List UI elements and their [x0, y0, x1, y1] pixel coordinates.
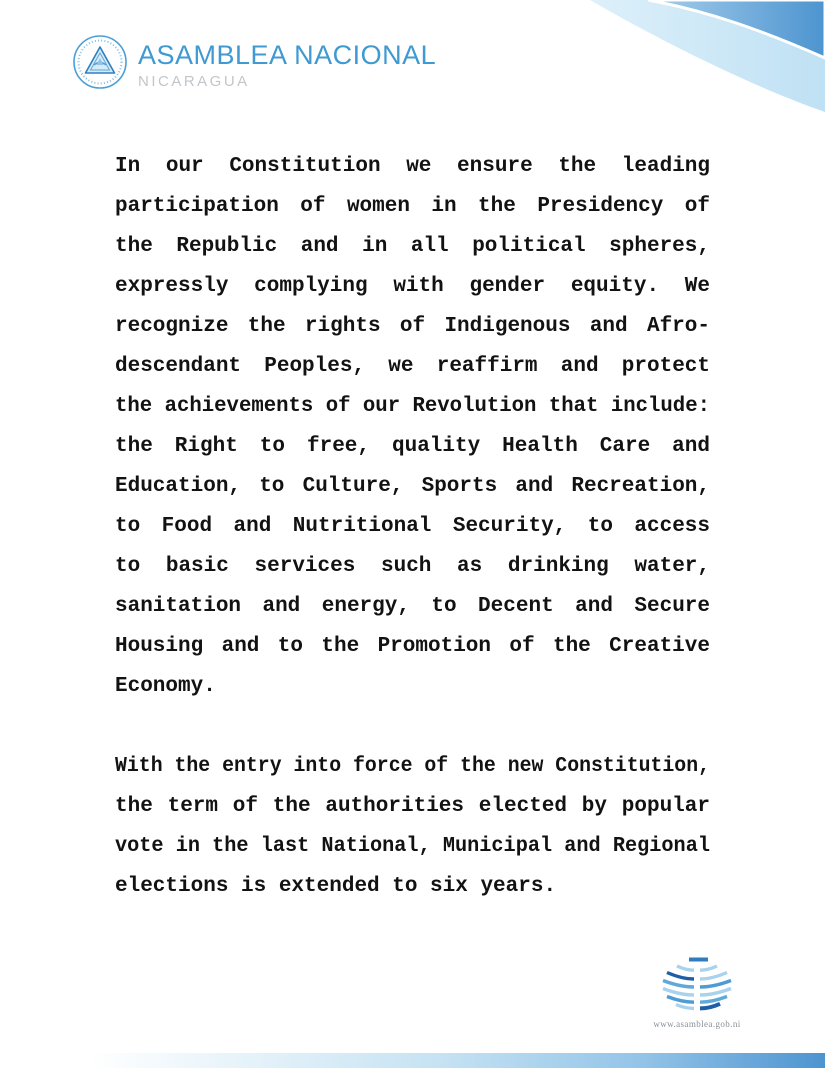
text-line: Housing and to the Promotion of the Creative — [115, 635, 710, 658]
text-line: vote in the last National, Municipal and Regional — [115, 835, 710, 858]
text-line: sanitation and energy, to Decent and Secure — [115, 595, 710, 618]
text-line: the Right to free, quality Health Care and — [115, 435, 710, 458]
text-line: expressly complying with gender equity. We — [115, 275, 710, 298]
text-line: the achievements of our Revolution that include: — [115, 395, 710, 418]
bottom-gradient-bar — [90, 1053, 825, 1068]
text-line: descendant Peoples, we reaffirm and protect — [115, 355, 710, 378]
letterhead — [72, 34, 436, 92]
page-subtitle: NICARAGUA — [138, 73, 250, 90]
text-line: Education, to Culture, Sports and Recreation, — [115, 475, 710, 498]
paragraph — [115, 747, 710, 907]
asamblea-globe-icon — [653, 955, 741, 1017]
corner-swoosh-decoration — [560, 0, 825, 150]
text-line: In our Constitution we ensure the leading — [115, 155, 710, 178]
nicaragua-seal-icon — [72, 34, 128, 90]
website-url[interactable]: www.asamblea.gob.ni — [653, 1019, 741, 1029]
text-line: the term of the authorities elected by popular — [115, 795, 710, 818]
text-line: participation of women in the Presidency of — [115, 195, 710, 218]
text-line: Economy. — [115, 675, 216, 698]
text-line: to basic services such as drinking water, — [115, 555, 710, 578]
text-line: elections is extended to six years. — [115, 875, 557, 898]
text-line: recognize the rights of Indigenous and Afro- — [115, 315, 710, 338]
text-line: to Food and Nutritional Security, to access — [115, 515, 710, 538]
text-line: With the entry into force of the new Constitution, — [115, 755, 710, 778]
page-title: ASAMBLEA NACIONAL — [138, 40, 437, 70]
paragraph — [115, 147, 710, 707]
text-line: the Republic and in all political spheres, — [115, 235, 710, 258]
document-body — [115, 147, 710, 947]
